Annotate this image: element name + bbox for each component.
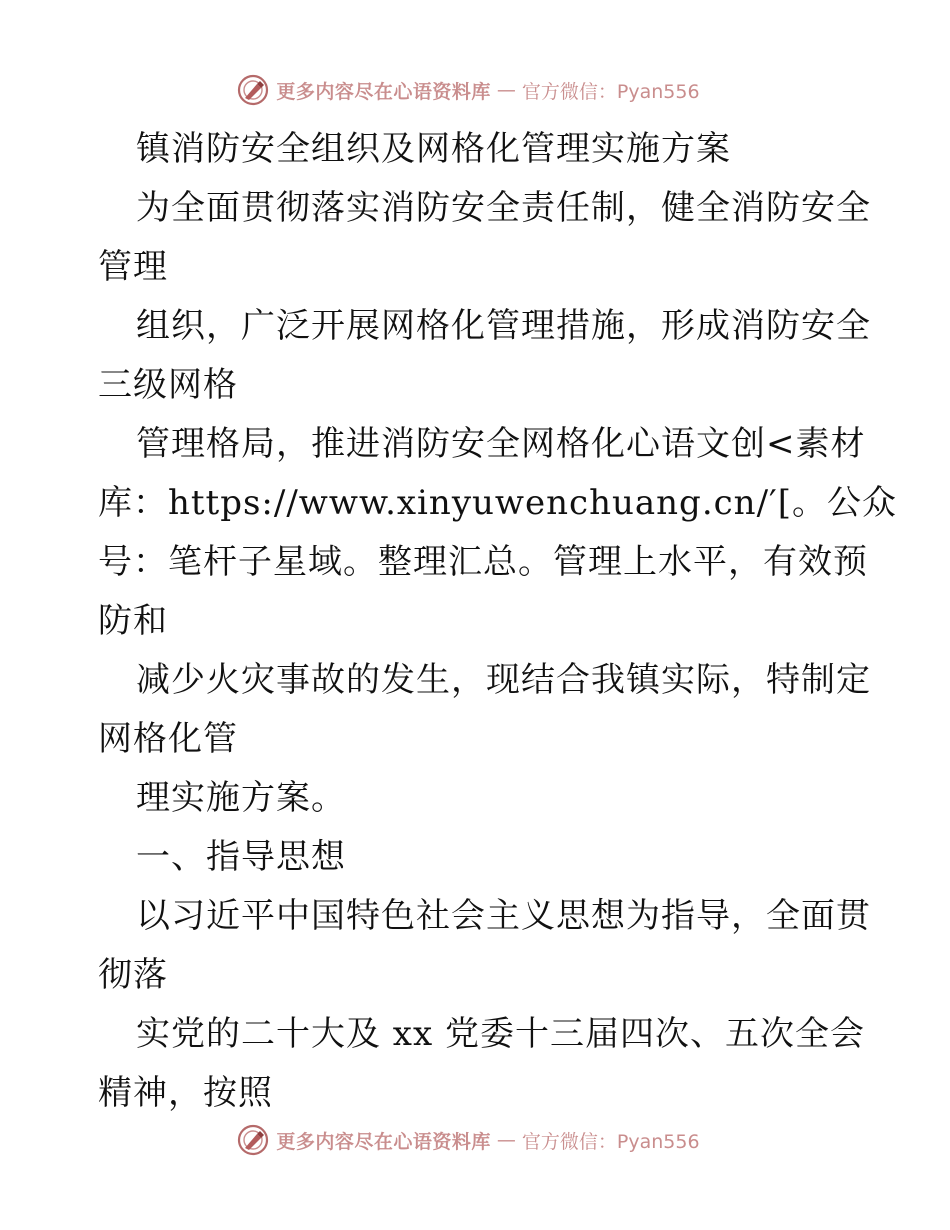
text-line: 镇消防安全组织及网格化管理实施方案 xyxy=(136,129,731,169)
text-line: 号：笔杆子星域。整理汇总。管理上水平，有效预 xyxy=(98,542,868,582)
banner-wechat-text: 官方微信：Pyan556 xyxy=(521,1130,700,1153)
text-line: 防和 xyxy=(98,601,168,641)
banner-main-text: 更多内容尽在心语资料库 xyxy=(276,80,491,103)
text-line: 三级网格 xyxy=(98,365,238,405)
banner-separator: — xyxy=(496,79,516,101)
text-line: 管理 xyxy=(98,247,168,287)
text-line: 一、指导思想 xyxy=(136,837,346,877)
text-line: 实党的二十大及 xx 党委十三届四次、五次全会 xyxy=(136,1014,865,1054)
banner-separator: — xyxy=(496,1129,516,1151)
pen-logo-icon xyxy=(236,1123,270,1157)
text-line: 管理格局，推进消防安全网格化心语文创<素材 xyxy=(136,424,866,464)
text-line: 彻落 xyxy=(98,955,168,995)
footer-banner xyxy=(0,1120,950,1160)
text-line: 库：https://www.xinyuwenchuang.cn/′[。公众 xyxy=(98,483,898,523)
text-line: 为全面贯彻落实消防安全责任制，健全消防安全 xyxy=(136,188,871,228)
text-line: 精神，按照 xyxy=(98,1073,273,1113)
text-line: 组织，广泛开展网格化管理措施，形成消防安全 xyxy=(136,306,871,346)
text-line: 以习近平中国特色社会主义思想为指导，全面贯 xyxy=(136,896,871,936)
banner-wechat-text: 官方微信：Pyan556 xyxy=(521,80,700,103)
header-banner xyxy=(0,70,950,110)
banner-main-text: 更多内容尽在心语资料库 xyxy=(276,1130,491,1153)
text-line: 减少火灾事故的发生，现结合我镇实际，特制定 xyxy=(136,660,871,700)
footer-banner-inner xyxy=(236,1123,699,1157)
text-line: 网格化管 xyxy=(98,719,238,759)
document-body xyxy=(98,120,898,1123)
header-banner-inner xyxy=(236,73,699,107)
text-line: 理实施方案。 xyxy=(136,778,346,818)
pen-logo-icon xyxy=(236,73,270,107)
